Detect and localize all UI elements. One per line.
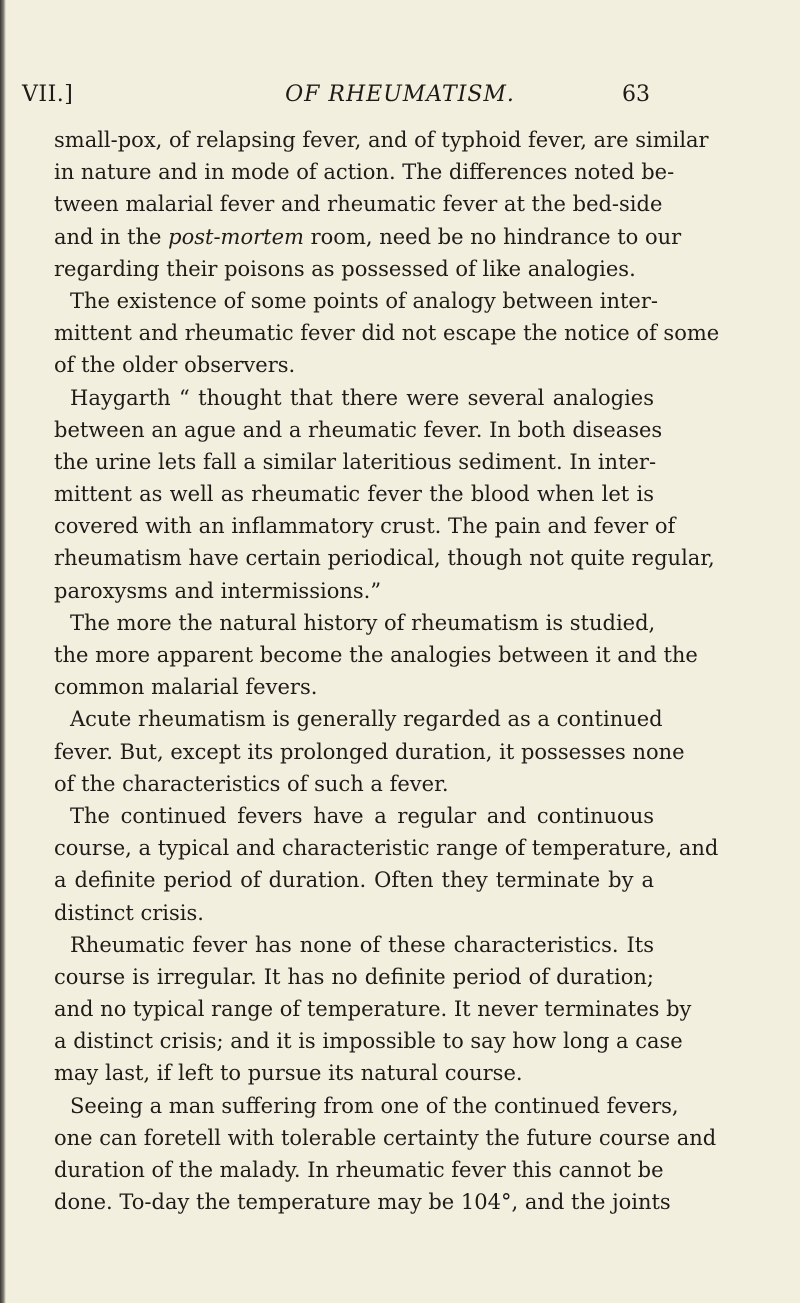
text-line: may last, if left to pursue its natural course.	[54, 1061, 523, 1086]
text-line: and no typical range of temperature. It never terminates by	[54, 997, 692, 1022]
text-line: mittent as well as rheumatic fever the blood when let is	[54, 482, 654, 507]
text-line: tween malarial fever and rheumatic fever at the bed-side	[54, 192, 663, 217]
text-line: Acute rheumatism is generally regarded as a continued	[70, 707, 663, 732]
running-title: OF RHEUMATISM.	[285, 82, 515, 107]
page-edge-shadow	[0, 0, 6, 1303]
text-line: Haygarth “ thought that there were several analogies	[70, 385, 654, 410]
text-line: The more the natural history of rheumatism is studied,	[70, 610, 656, 635]
text-line: in nature and in mode of action. The differences noted be-	[54, 160, 675, 185]
text-line: Rheumatic fever has none of these characteristics. Its	[70, 932, 654, 957]
text-line: duration of the malady. In rheumatic fever this cannot be	[54, 1158, 664, 1182]
text-line: the urine lets fall a similar lateritious sediment. In inter-	[54, 449, 657, 474]
text-line: paroxysms and intermissions.”	[54, 578, 382, 603]
text-line: of the characteristics of such a fever.	[54, 771, 449, 796]
text-line: and in the post-mortem room, need be no hindrance to our	[54, 224, 682, 249]
text-line: of the older observers.	[54, 353, 296, 378]
text-line: one can foretell with tolerable certainty the future course and	[54, 1125, 717, 1150]
text-line: regarding their poisons as possessed of like analogies.	[54, 256, 636, 281]
text-line: done. To-day the temperature may be 104°, and the joints	[54, 1190, 671, 1215]
text-line: rheumatism have certain periodical, though not quite regular,	[54, 546, 715, 571]
italic-term: post-mortem	[168, 224, 304, 249]
text-line: course, a typical and characteristic range of temperature, and	[54, 836, 719, 861]
text-line: covered with an inflammatory crust. The pain and fever of	[54, 514, 676, 539]
text-line: the more apparent become the analogies between it and the	[54, 643, 698, 667]
text-line: distinct crisis.	[54, 900, 204, 925]
text-line: a distinct crisis; and it is impossible to say how long a case	[54, 1029, 683, 1054]
body-text	[54, 124, 720, 1218]
text-line: The existence of some points of analogy between inter-	[70, 288, 658, 313]
text-line: course is irregular. It has no definite period of duration;	[54, 964, 654, 989]
text-line: common malarial fevers.	[54, 675, 318, 700]
text-line: small-pox, of relapsing fever, and of typhoid fever, are similar	[54, 128, 709, 152]
text-line: a definite period of duration. Often they terminate by a	[54, 868, 654, 893]
running-header	[0, 82, 800, 118]
text-line: mittent and rheumatic fever did not escape the notice of some	[54, 321, 720, 346]
chapter-marker: VII.]	[22, 82, 74, 107]
text-line: Seeing a man suffering from one of the continued fevers,	[70, 1093, 679, 1118]
text-line: fever. But, except its prolonged duration, it possesses none	[54, 739, 685, 764]
text-line: The continued fevers have a regular and continuous	[70, 803, 654, 828]
text-line: between an ague and a rheumatic fever. In both diseases	[54, 417, 663, 442]
page-number: 63	[622, 82, 650, 107]
